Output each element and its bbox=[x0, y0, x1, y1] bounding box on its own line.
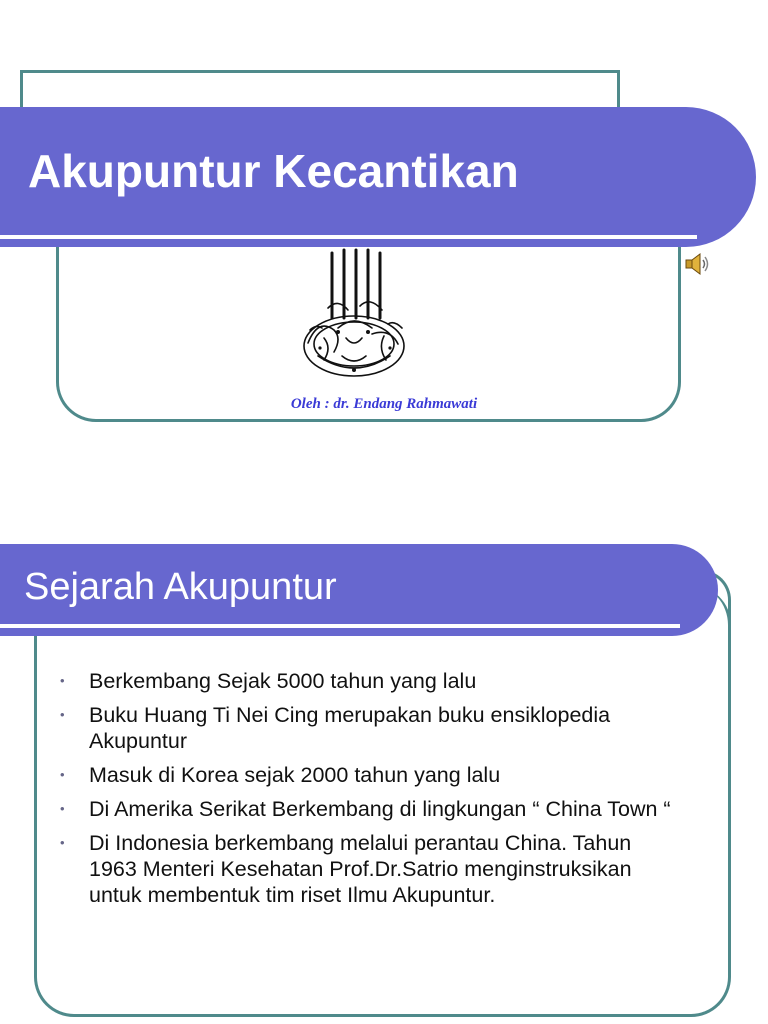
bullet-dot: • bbox=[60, 801, 65, 816]
bullet-dot: • bbox=[60, 707, 65, 722]
list-item bbox=[58, 668, 678, 694]
slide-title: Akupuntur Kecantikan bbox=[28, 145, 519, 197]
list-item bbox=[58, 762, 678, 788]
banner-underline bbox=[0, 624, 680, 628]
list-item bbox=[58, 702, 678, 754]
bullet-list bbox=[58, 668, 678, 916]
bullet-dot: • bbox=[60, 767, 65, 782]
list-item bbox=[58, 830, 678, 908]
slide-title: Sejarah Akupuntur bbox=[24, 566, 337, 608]
author-credit: Oleh : dr. Endang Rahmawati bbox=[290, 396, 478, 412]
list-item-text: Di Indonesia berkembang melalui perantau China. Tahun 1963 Menteri Kesehatan Prof.Dr.Satrio menginstruksikan untuk membentuk tim riset Ilmu Akupuntur. bbox=[89, 831, 632, 907]
list-item-text: Berkembang Sejak 5000 tahun yang lalu bbox=[89, 669, 477, 693]
list-item-text: Masuk di Korea sejak 2000 tahun yang lalu bbox=[89, 763, 501, 787]
speaker-icon[interactable] bbox=[684, 252, 710, 276]
bullet-dot: • bbox=[60, 835, 65, 850]
history-slide bbox=[0, 530, 768, 1024]
bullet-dot: • bbox=[60, 673, 65, 688]
bismillah-calligraphy bbox=[298, 248, 410, 383]
title-slide bbox=[0, 0, 768, 450]
list-item-text: Buku Huang Ti Nei Cing merupakan buku ensiklopedia Akupuntur bbox=[89, 703, 611, 753]
list-item-text: Di Amerika Serikat Berkembang di lingkungan “ China Town “ bbox=[89, 797, 671, 821]
list-item bbox=[58, 796, 678, 822]
banner-underline bbox=[0, 235, 697, 239]
